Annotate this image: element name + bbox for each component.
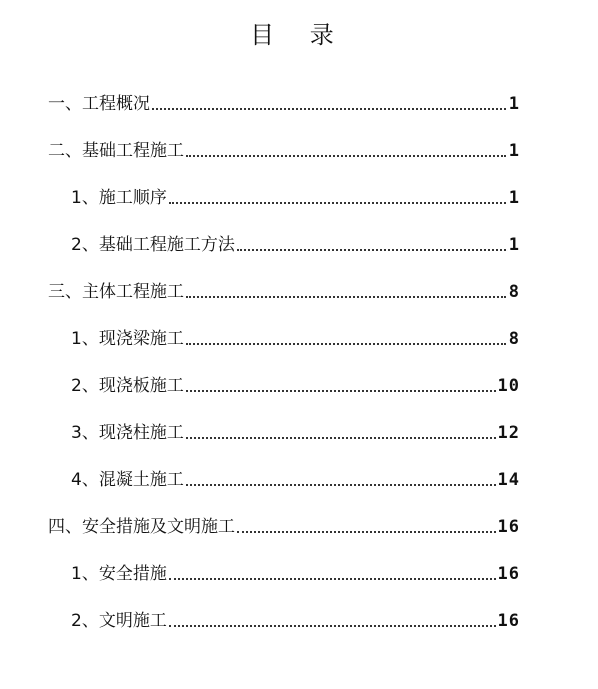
- toc-page-number: 1: [508, 94, 520, 114]
- toc-page-number: 8: [508, 282, 520, 302]
- toc-page-number: 14: [497, 470, 520, 490]
- dot-leader: [169, 202, 506, 204]
- toc-page-number: 12: [497, 423, 520, 443]
- dot-leader: [152, 108, 506, 110]
- toc-page-number: 1: [508, 141, 520, 161]
- toc-entry[interactable]: [0, 122, 598, 169]
- toc-entry-label: 2、基础工程施工方法: [71, 235, 235, 255]
- toc-page-number: 16: [497, 611, 520, 631]
- toc-entry[interactable]: [0, 75, 598, 122]
- dot-leader: [186, 390, 496, 392]
- toc-page-number: 16: [497, 564, 520, 584]
- dot-leader: [169, 578, 496, 580]
- table-of-contents: [0, 75, 598, 639]
- toc-entry-label: 2、现浇板施工: [71, 376, 184, 396]
- toc-page-number: 10: [497, 376, 520, 396]
- toc-entry[interactable]: [0, 498, 598, 545]
- toc-entry-label: 1、安全措施: [71, 564, 167, 584]
- toc-entry-label: 三、主体工程施工: [48, 282, 184, 302]
- toc-entry-label: 4、混凝土施工: [71, 470, 184, 490]
- toc-entry[interactable]: [0, 263, 598, 310]
- dot-leader: [186, 437, 496, 439]
- toc-entry-label: 四、安全措施及文明施工: [48, 517, 235, 537]
- toc-page-number: 8: [508, 329, 520, 349]
- toc-entry[interactable]: [0, 216, 598, 263]
- toc-page-number: 16: [497, 517, 520, 537]
- toc-entry-label: 1、现浇梁施工: [71, 329, 184, 349]
- toc-entry-label: 3、现浇柱施工: [71, 423, 184, 443]
- toc-page-number: 1: [508, 188, 520, 208]
- toc-entry[interactable]: [0, 592, 598, 639]
- toc-entry-label: 2、文明施工: [71, 611, 167, 631]
- dot-leader: [186, 296, 506, 298]
- toc-entry[interactable]: [0, 545, 598, 592]
- toc-entry[interactable]: [0, 310, 598, 357]
- page-title: 目 录: [250, 21, 348, 49]
- dot-leader: [186, 155, 506, 157]
- toc-entry[interactable]: [0, 404, 598, 451]
- toc-entry[interactable]: [0, 169, 598, 216]
- toc-entry-label: 二、基础工程施工: [48, 141, 184, 161]
- toc-entry[interactable]: [0, 451, 598, 498]
- dot-leader: [237, 531, 496, 533]
- toc-entry-label: 1、施工顺序: [71, 188, 167, 208]
- toc-entry[interactable]: [0, 357, 598, 404]
- toc-page-number: 1: [508, 235, 520, 255]
- toc-entry-label: 一、工程概况: [48, 94, 150, 114]
- dot-leader: [186, 343, 506, 345]
- dot-leader: [169, 625, 496, 627]
- dot-leader: [237, 249, 506, 251]
- dot-leader: [186, 484, 496, 486]
